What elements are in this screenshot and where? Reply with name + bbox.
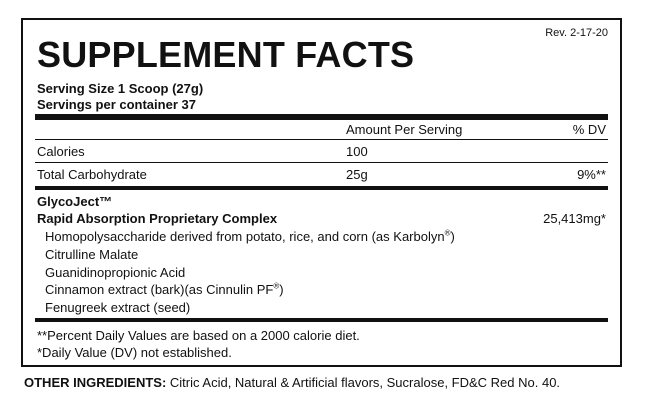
nutrient-amount: 25g: [346, 167, 368, 182]
other-ingredients-text: Citric Acid, Natural & Artificial flavors, Sucralose, FD&C Red No. 40.: [166, 375, 561, 390]
footnote: **Percent Daily Values are based on a 2000 calorie diet.: [37, 328, 360, 343]
blend-name: Rapid Absorption Proprietary Complex: [37, 211, 278, 226]
registered-mark: ®: [273, 281, 280, 291]
divider: [35, 162, 608, 163]
blend-brand-name: GlycoJect™: [37, 194, 113, 209]
medium-divider: [35, 186, 608, 190]
ingredient-item: Guanidinopropionic Acid: [45, 265, 186, 280]
panel-title: SUPPLEMENT FACTS: [37, 34, 415, 75]
supplement-facts-panel: [21, 18, 622, 367]
nutrient-dv: 9%**: [577, 167, 606, 182]
blend-brand: [37, 195, 606, 208]
other-ingredients-label: OTHER INGREDIENTS:: [24, 375, 167, 390]
divider: [35, 139, 608, 140]
ingredient-item: Fenugreek extract (seed): [45, 300, 191, 315]
registered-mark: ®: [444, 228, 451, 238]
nutrient-row: [37, 168, 606, 181]
blend-amount: 25,413mg*: [543, 211, 606, 226]
thick-divider: [35, 114, 608, 120]
nutrient-row: [37, 145, 606, 158]
daily-value-header: % DV: [572, 122, 606, 137]
blend-row: [37, 212, 606, 225]
servings-per-container: Servings per container 37: [37, 97, 196, 112]
footnote: *Daily Value (DV) not established.: [37, 345, 232, 360]
ingredient-item: Citrulline Malate: [45, 247, 139, 262]
ingredient-item: Cinnamon extract (bark)(as Cinnulin PF®): [45, 281, 284, 297]
revision-date: Rev. 2-17-20: [545, 27, 608, 39]
other-ingredients: [24, 375, 560, 390]
nutrient-amount: 100: [346, 144, 368, 159]
serving-size: Serving Size 1 Scoop (27g): [37, 81, 204, 96]
medium-divider: [35, 318, 608, 322]
nutrient-name: Calories: [37, 144, 85, 159]
nutrient-name: Total Carbohydrate: [37, 167, 147, 182]
ingredient-item: Homopolysaccharide derived from potato, rice, and corn (as Karbolyn®): [45, 228, 455, 244]
amount-per-serving-header: Amount Per Serving: [346, 122, 463, 137]
